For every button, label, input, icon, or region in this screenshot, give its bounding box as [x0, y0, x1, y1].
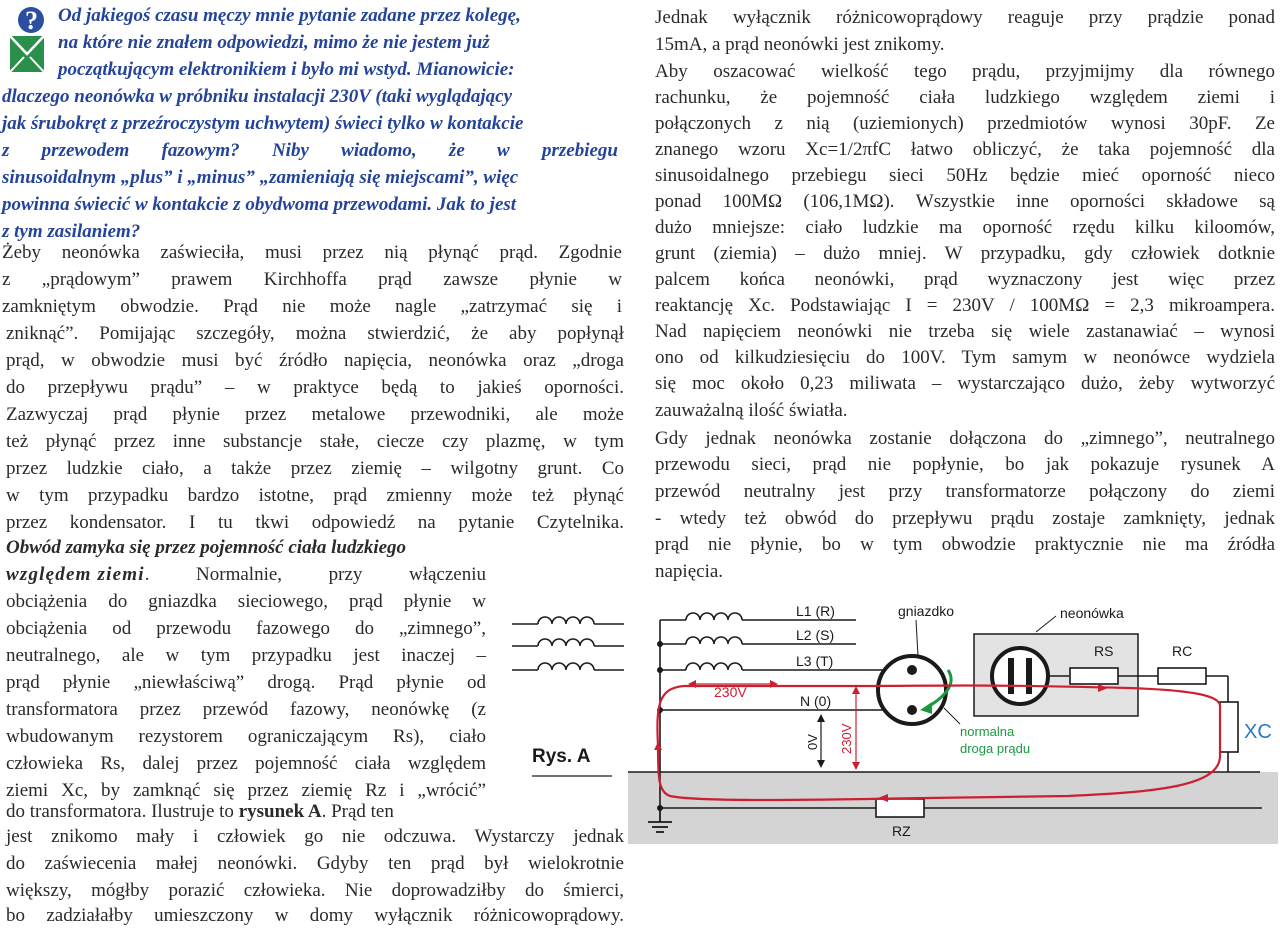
answer-line: prąd płynie „niewłaściwą” drogą. Prąd płynie od: [6, 672, 486, 693]
answer-line: zniknąć”. Pomijając szczegóły, można stwierdzić, że aby popłynął: [6, 323, 624, 344]
label-rz: RZ: [892, 823, 911, 839]
capacitance-xc: [1220, 702, 1238, 752]
answer-line: reaktancję Xc. Podstawiając I = 230V / 100MΩ = 2,3 mikroampera.: [655, 295, 1275, 316]
answer-text: . Prąd ten: [321, 801, 394, 822]
answer-line: grunt (ziemia) – dużo mniej. W przypadku, gdy człowiek dotknie: [655, 243, 1275, 264]
answer-line: Nad napięciem neonówki nie trzeba się wiele zastanawiać – wynosi: [655, 321, 1275, 342]
answer-line: się moc około 0,23 miliwata – wystarczająco dużo, żeby wytworzyć: [655, 373, 1275, 394]
answer-line: człowieka Rs, dalej przez pojemność ciała względem: [6, 753, 486, 774]
answer-emphasis-line: [6, 561, 486, 588]
label-voltage-0v: 0V: [805, 734, 820, 750]
svg-text:?: ?: [25, 6, 38, 35]
label-rs: RS: [1094, 643, 1114, 659]
answer-line: ponad 100MΩ (106,1MΩ). Wszystkie inne oporności składowe są: [655, 191, 1275, 212]
answer-emphasis: względem ziemi: [6, 564, 145, 585]
answer-line: rachunku, że pojemność ciała ludzkiego względem ziemi i: [655, 87, 1275, 108]
answer-line: przewodu sieci, prąd nie popłynie, bo jak pokazuje rysunek A: [655, 454, 1275, 475]
answer-line: neutralnego, ale w tym przypadku jest inaczej –: [6, 645, 486, 666]
question-line: powinna świecić w kontakcie z obydwoma przewodami. Jak to jest: [2, 194, 517, 215]
label-neutral: N (0): [800, 693, 832, 709]
question-line: dlaczego neonówka w próbniku instalacji 230V (taki wyglądający: [2, 86, 513, 107]
answer-line: prąd nie płynie, bo w tym obwodzie praktycznie nie ma źródła: [655, 534, 1275, 555]
neon-lamp-icon: [992, 648, 1048, 704]
answer-line: transformatora przez przewód fazowy, neonówkę (z: [6, 699, 486, 720]
question-line: sinusoidalnym „plus” i „minus” „zamieniają się miejscami”, więc: [2, 167, 519, 188]
label-normal-path-2: droga prądu: [960, 741, 1031, 756]
answer-line: ono od kilkudziesięciu do 100V. Tym samym w neonówce wydziela: [655, 347, 1275, 368]
answer-line: Zazwyczaj prąd płynie przez metalowe przewodniki, ale może: [6, 404, 624, 425]
label-l1: L1 (R): [796, 603, 835, 619]
label-rc: RC: [1172, 643, 1193, 659]
answer-line: palcem końca neonówki, prąd wyznaczony jest więc przez: [655, 269, 1275, 290]
answer-line: sinusoidalnego przebiegu sieci 50Hz będzie mieć oporność nieco: [655, 165, 1275, 186]
answer-line: Gdy jednak neonówka zostanie dołączona do „zimnego”, neutralnego: [655, 428, 1275, 449]
question-line: jak śrubokręt z przeźroczystym uchwytem) świeci tylko w kontakcie: [2, 113, 524, 134]
circuit-diagram: [508, 596, 1280, 936]
answer-line: w tym przypadku bardzo istotne, prąd zmienny może też płynąć: [6, 485, 624, 506]
answer-line: jest znikomo mały i człowiek go nie odczuwa. Wystarczy jednak: [6, 826, 624, 847]
answer-line: połączonych z nią (uziemionych) przedmiotów wynosi 30pF. Ze: [655, 113, 1275, 134]
question-line: Od jakiegoś czasu męczy mnie pytanie zadane przez kolegę,: [58, 5, 521, 26]
neon-pointer: [1036, 616, 1056, 632]
answer-text: . Normalnie, przy włączeniu: [144, 564, 486, 585]
label-voltage-230v-vertical: 230V: [839, 723, 854, 754]
answer-figure-reference-line: [6, 798, 394, 825]
answer-line: Jednak wyłącznik różnicowoprądowy reaguje przy prądzie ponad: [655, 7, 1275, 28]
label-voltage-230v: 230V: [714, 684, 747, 700]
label-socket: gniazdko: [898, 603, 955, 619]
answer-text: do transformatora. Ilustruje to: [6, 801, 239, 822]
resistor-rz: [876, 799, 924, 817]
answer-line: napięcia.: [655, 561, 724, 582]
label-neon: neonówka: [1060, 605, 1124, 621]
answer-line: Aby oszacować wielkość tego prądu, przyjmijmy dla równego: [655, 61, 1275, 82]
answer-line: - wtedy też obwód do przepływu prądu zostaje zamknięty, jednak: [655, 508, 1275, 529]
answer-line: prąd, w obwodzie musi być źródło napięcia, neonówka oraz „droga: [6, 350, 624, 371]
answer-emphasis: Obwód zamyka się przez pojemność ciała ludzkiego: [6, 537, 407, 558]
answer-line: przez kondensator. I tu tkwi odpowiedź na pytanie Czytelnika.: [6, 512, 624, 533]
answer-line: ziemi Xc, by zamknąć się przez ziemię Rz i „wrócić”: [6, 780, 486, 801]
answer-line: przez ludzkie ciało, a także przez ziemię – wilgotny grunt. Co: [6, 458, 624, 479]
resistor-rc: [1158, 668, 1206, 684]
label-l3: L3 (T): [796, 653, 834, 669]
reader-question-icon: [4, 2, 52, 72]
answer-line: 15mA, a prąd neonówki jest znikomy.: [655, 34, 945, 55]
answer-line: obciążenia od przewodu fazowego do „zimnego”,: [6, 618, 486, 639]
question-line: z tym zasilaniem?: [2, 221, 141, 242]
figure-reference: rysunek A: [238, 801, 322, 822]
answer-line: też płynąć przez inne substancje stałe, ciecze czy plazmę, w tym: [6, 431, 624, 452]
resistor-rs: [1070, 668, 1118, 684]
answer-line: zamkniętym obwodzie. Prąd nie może nagle „zatrzymać się i: [2, 296, 622, 317]
question-line: początkującym elektronikiem i było mi wstyd. Mianowicie:: [58, 59, 515, 80]
transformer-primary-windings: [512, 617, 624, 670]
label-xc: XC: [1244, 721, 1272, 743]
answer-line: większy, mógłby porazić człowieka. Nie doprowadziłby do śmierci,: [6, 880, 624, 901]
answer-line: do zaświecenia małej neonówki. Gdyby ten prąd był wielokrotnie: [6, 853, 624, 874]
answer-line: z „prądowym” prawem Kirchhoffa prąd zawsze płynie w: [2, 269, 622, 290]
answer-line: Żeby neonówka zaświeciła, musi przez nią płynąć prąd. Zgodnie: [2, 242, 622, 263]
socket-pointer: [916, 620, 918, 656]
question-line: na które nie znałem odpowiedzi, mimo że nie jestem już: [58, 32, 490, 53]
answer-line: dużo mniejsze: ciało ludzkie ma oporność rzędu kilku kiloomów,: [655, 217, 1275, 238]
figure-caption: Rys. A: [532, 746, 591, 767]
answer-line: do przepływu prądu” – w praktyce będą to jakieś oporności.: [6, 377, 624, 398]
answer-line: bo zadziałałby umieszczony w domy wyłącznik różnicowoprądowy.: [6, 905, 624, 926]
normal-path-pointer: [944, 708, 960, 724]
label-normal-path-1: normalna: [960, 724, 1015, 739]
label-l2: L2 (S): [796, 627, 835, 643]
socket: [878, 656, 951, 724]
question-line: z przewodem fazowym? Niby wiadomo, że w przebiegu: [2, 140, 618, 161]
answer-line: obciążenia do gniazdka sieciowego, prąd płynie w: [6, 591, 486, 612]
answer-line: znanego wzoru Xc=1/2πfC łatwo obliczyć, że taka pojemność dla: [655, 139, 1275, 160]
answer-line: wbudowanym rezystorem ograniczającym Rs), ciało: [6, 726, 486, 747]
answer-line: zauważalną ilość światła.: [655, 400, 848, 421]
answer-line: przewód neutralny jest przy transformatorze połączony do ziemi: [655, 481, 1275, 502]
